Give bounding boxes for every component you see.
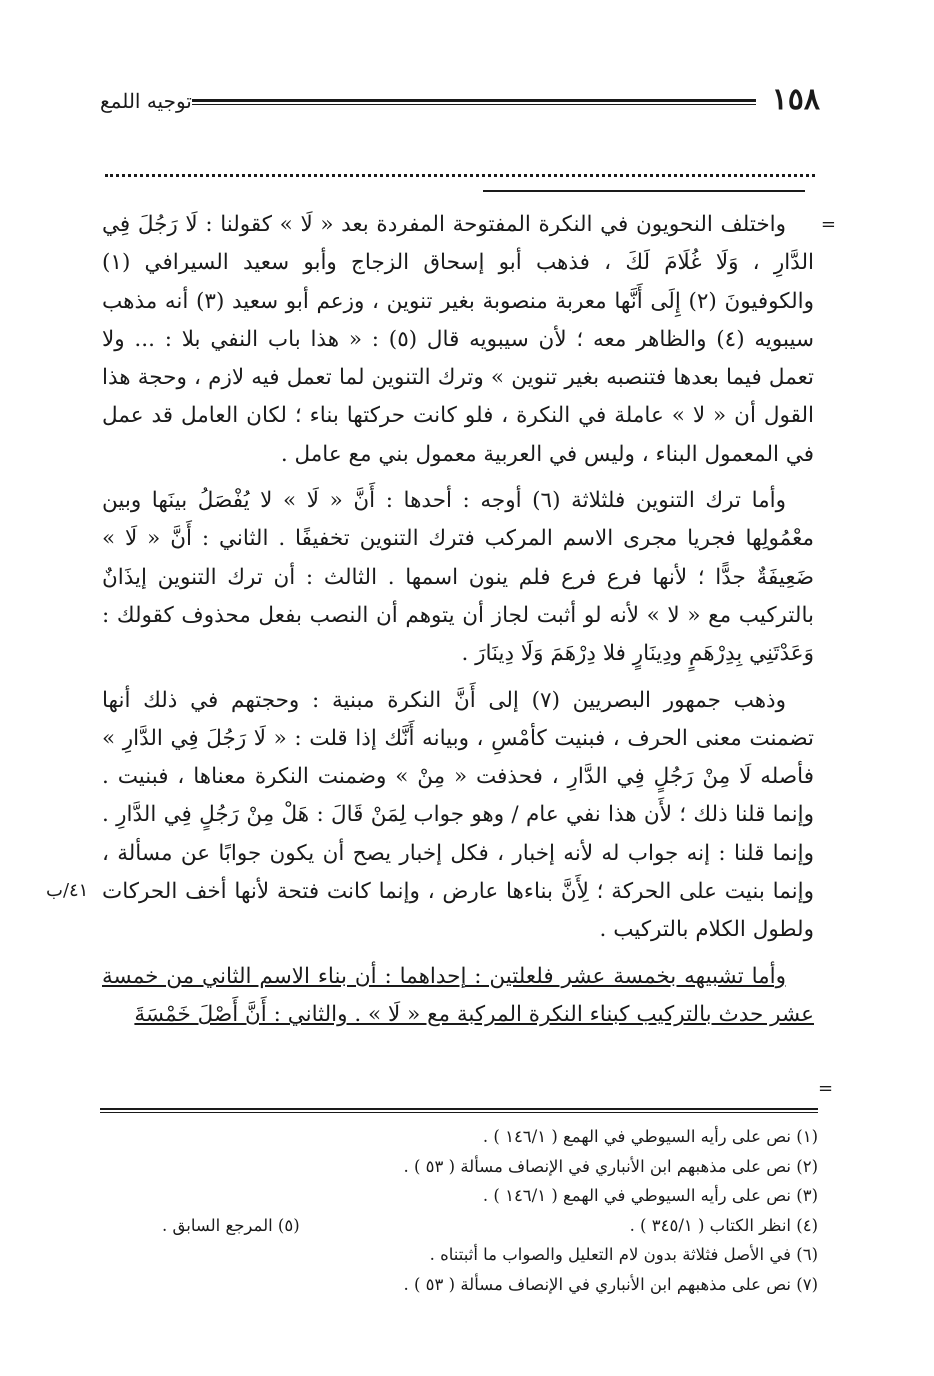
paragraph: وأما تشبيهه بخمسة عشر فلعلتين : إحداهما : أن بناء الاسم الثاني من خمسة عشر حدث بالتركيب كبناء النكرة المركبة مع « لَا » . والثاني : أَنَّ أَصْلَ خَمْسَةَ <box>102 963 814 1027</box>
short-separator <box>483 190 805 192</box>
footnote-4: (٤) انظر الكتاب ( ٣٤٥/١ ) . <box>629 1215 818 1235</box>
continuation-mark-bottom: = <box>818 1078 834 1099</box>
running-title: توجيه اللمع <box>100 89 192 113</box>
footnote-1: (١) نص على رأيه السيوطي في الهمع ( ١٤٦/١ ) . <box>482 1127 818 1146</box>
footnote-row <box>100 1211 818 1241</box>
paragraph: واختلف النحويون في النكرة المفتوحة المفردة بعد « لَا » كقولنا : لَا رَجُلَ فِي الدَّارِ ، وَلَا غُلَامَ لَكَ ، فذهب أبو إسحاق الزجاج وأبو سعيد السيرافي (١) والكوفيونَ (٢) إِلَى أَنَّها معربة منصوبة بغير تنوين ، وزعم أبو سعيد (٣) أنه مذهب سيبويه (٤) والظاهر معه ؛ لأن سيبويه قال (٥) : « هذا باب النفي بلا : ... ولا تعمل فيما بعدها فتنصبه بغير تنوين » وترك التنوين لما تعمل فيه لازم ، وحجة هذا القول أن « لا » عاملة في النكرة ، فلو كانت حركتها بناء ؛ لكان العامل قد عمل في المعمول البناء ، وليس في العربية معمول بني مع عامل . <box>102 212 814 467</box>
footnote-3: (٣) نص على رأيه السيوطي في الهمع ( ١٤٦/١ ) . <box>482 1186 818 1206</box>
continuation-mark-top: = <box>820 214 836 235</box>
footnote-5: (٥) المرجع السابق . <box>162 1215 300 1235</box>
dotted-separator <box>105 162 815 177</box>
footnote-2: (٢) نص على مذهبهم ابن الأنباري في الإنصاف مسألة ( ٥٣ ) . <box>403 1156 818 1176</box>
footnote-separator <box>100 1108 818 1113</box>
header-rule <box>192 99 756 105</box>
footnotes <box>100 1122 818 1300</box>
paragraph: وذهب جمهور البصريين (٧) إلى أَنَّ النكرة مبنية : وحجتهم في ذلك أنها تضمنت معنى الحرف ، فبنيت كأمْسِ ، وبيانه أَنَّك إذا قلت : « لَا رَجُلَ فِي الدَّارِ » فأصله لَا مِنْ رَجُلٍ فِي الدَّارِ ، فحذفت « مِنْ » وضمنت النكرة معناها ، فبنيت . وإنما قلنا ذلك ؛ لأَن هذا نفي عام / وهو جواب لِمَنْ قَالَ : هَلْ مِنْ رَجُلٍ فِي الدَّارِ . وإنما قلنا : إنه جواب له لأنه إخبار ، فكل إخبار يصح أن يكون جوابًا عن مسألة ، وإنما بنيت على الحركة ؛ لِأَنَّ بناءها عارض ، وإنما كانت فتحة لأنها أخف الحركات ولطول الكلام بالتركيب . <box>102 687 814 943</box>
page-number: ١٥٨ <box>771 82 820 117</box>
page-header <box>100 82 820 122</box>
paragraph: وأما ترك التنوين فلثلاثة (٦) أوجه : أحدها : أَنَّ « لَا » لا يُفْصَلُ بينَها وبين معْمُولِها فجريا مجرى الاسم المركب فترك التنوين تخفيفًا . الثاني : أَنَّ « لَا » ضَعِيفَةٌ جدًّا ؛ لأنها فرع فرع فلم ينون اسمها . الثالث : أن ترك التنوين إيذَانٌ بالتركيب مع « لا » لأنه لو أثبت لجاز أن يتوهم أن النصب بفعل محذوف كقولك : وَعَدْتَنِي بِدِرْهَمٍ ودِينَارٍ فلا دِرْهَمَ وَلَا دِينَارَ . <box>102 488 814 667</box>
body-text <box>102 206 814 1042</box>
footnote-6: (٦) في الأصل فثلاثة بدون لام التعليل والصواب ما أثبتناه . <box>429 1245 818 1265</box>
footnote-7: (٧) نص على مذهبهم ابن الأنباري في الإنصاف مسألة ( ٥٣ ) . <box>403 1274 818 1294</box>
folio-marker: ٤١/ب <box>46 880 89 901</box>
